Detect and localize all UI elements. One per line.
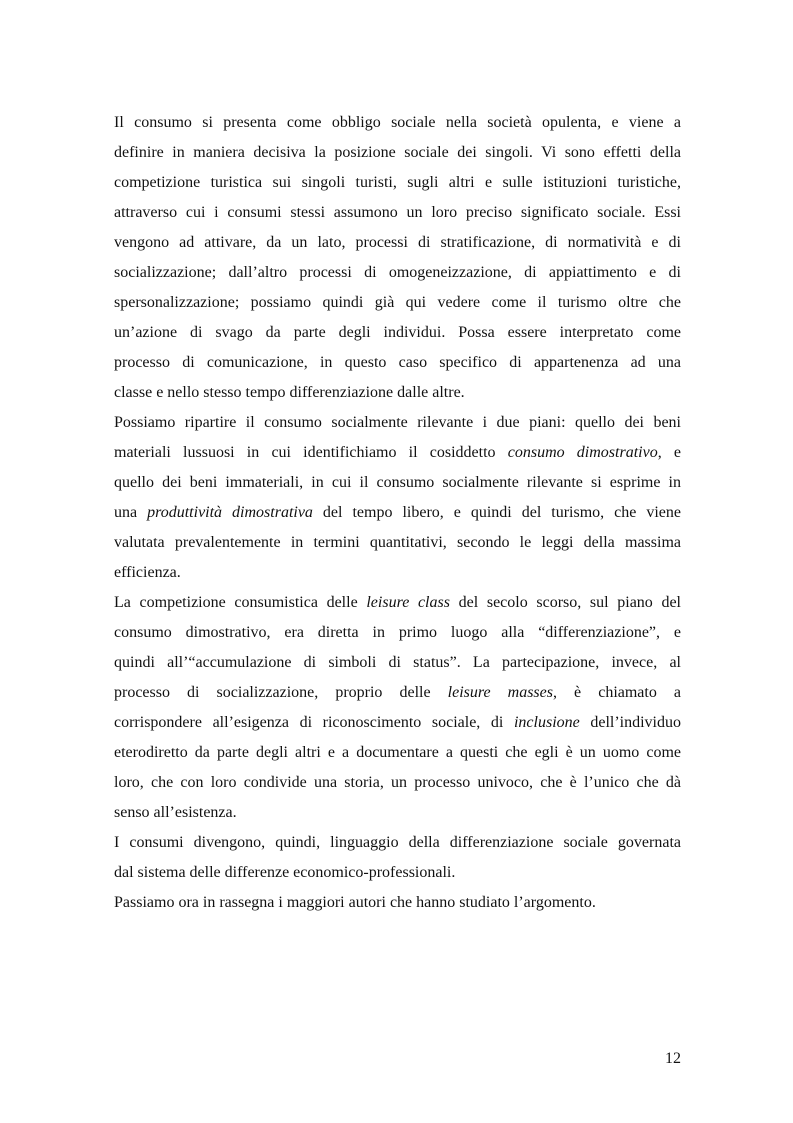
italic-term: inclusione xyxy=(513,714,580,731)
paragraph xyxy=(114,108,681,408)
text-segment: classe e nello stesso tempo differenziazione dalle altre. xyxy=(114,384,465,401)
text-segment: loro, che con loro condivide una storia, un processo univoco, che è l’unico che dà xyxy=(114,774,681,791)
text-segment: processo di socializzazione, proprio delle xyxy=(114,684,448,701)
text-line xyxy=(114,318,681,348)
text-segment: del tempo libero, e quindi del turismo, che viene xyxy=(312,504,681,521)
text-line xyxy=(114,858,681,888)
text-segment: efficienza. xyxy=(114,564,181,581)
text-segment: , è chiamato a xyxy=(553,684,682,701)
text-line xyxy=(114,768,681,798)
text-line xyxy=(114,618,681,648)
text-segment: corrispondere all’esigenza di riconoscimento sociale, di xyxy=(114,714,514,731)
text-line xyxy=(114,438,681,468)
text-segment: quindi all’“accumulazione di simboli di status”. La partecipazione, invece, al xyxy=(114,654,681,671)
text-line xyxy=(114,588,681,618)
paragraph xyxy=(114,588,681,828)
text-segment: processo di comunicazione, in questo caso specifico di appartenenza ad una xyxy=(114,354,681,371)
text-line xyxy=(114,198,681,228)
text-line xyxy=(114,168,681,198)
text-line xyxy=(114,228,681,258)
text-segment: una xyxy=(114,504,148,521)
text-line xyxy=(114,108,681,138)
text-line xyxy=(114,828,681,858)
text-line xyxy=(114,138,681,168)
text-segment: spersonalizzazione; possiamo quindi già qui vedere come il turismo oltre che xyxy=(114,294,681,311)
paragraph xyxy=(114,888,681,918)
text-segment: definire in maniera decisiva la posizione sociale dei singoli. Vi sono effetti della xyxy=(114,144,681,161)
text-line xyxy=(114,888,681,918)
text-line xyxy=(114,408,681,438)
text-segment: valutata prevalentemente in termini quantitativi, secondo le leggi della massima xyxy=(114,534,681,551)
text-line xyxy=(114,738,681,768)
text-segment: Possiamo ripartire il consumo socialmente rilevante i due piani: quello dei beni xyxy=(114,414,681,431)
text-segment: dell’individuo xyxy=(579,714,681,731)
text-line xyxy=(114,498,681,528)
text-segment: socializzazione; dall’altro processi di omogeneizzazione, di appiattimento e di xyxy=(114,264,681,281)
text-segment: eterodiretto da parte degli altri e a documentare a questi che egli è un uomo come xyxy=(114,744,681,761)
text-segment: dal sistema delle differenze economico-professionali. xyxy=(114,864,456,881)
text-line xyxy=(114,348,681,378)
paragraph xyxy=(114,408,681,588)
text-line xyxy=(114,798,681,828)
paragraph xyxy=(114,828,681,888)
text-line xyxy=(114,708,681,738)
text-segment: quello dei beni immateriali, in cui il consumo socialmente rilevante si esprime in xyxy=(114,474,681,491)
text-segment: attraverso cui i consumi stessi assumono un loro preciso significato sociale. Essi xyxy=(114,204,681,221)
text-segment: Passiamo ora in rassegna i maggiori autori che hanno studiato l’argomento. xyxy=(114,894,596,911)
text-segment: I consumi divengono, quindi, linguaggio della differenziazione sociale governata xyxy=(114,834,681,851)
italic-term: produttività dimostrativa xyxy=(147,504,313,521)
text-line xyxy=(114,678,681,708)
italic-term: leisure masses xyxy=(447,684,553,701)
text-segment: un’azione di svago da parte degli individui. Possa essere interpretato come xyxy=(114,324,681,341)
text-segment: competizione turistica sui singoli turisti, sugli altri e sulle istituzioni turistiche, xyxy=(114,174,681,191)
text-line xyxy=(114,558,681,588)
text-segment: materiali lussuosi in cui identifichiamo il cosiddetto xyxy=(114,444,508,461)
text-line xyxy=(114,378,681,408)
text-segment: del secolo scorso, sul piano del xyxy=(449,594,682,611)
italic-term: leisure class xyxy=(366,594,450,611)
body-text xyxy=(114,108,681,918)
text-line xyxy=(114,468,681,498)
text-segment: vengono ad attivare, da un lato, processi di stratificazione, di normatività e di xyxy=(114,234,681,251)
text-segment: , e xyxy=(657,444,681,461)
text-segment: consumo dimostrativo, era diretta in primo luogo alla “differenziazione”, e xyxy=(114,624,681,641)
italic-term: consumo dimostrativo xyxy=(507,444,658,461)
text-segment: La competizione consumistica delle xyxy=(114,594,367,611)
page-number: 12 xyxy=(665,1050,681,1067)
text-segment: Il consumo si presenta come obbligo sociale nella società opulenta, e viene a xyxy=(114,114,681,131)
text-line xyxy=(114,648,681,678)
text-line xyxy=(114,288,681,318)
text-segment: senso all’esistenza. xyxy=(114,804,237,821)
text-line xyxy=(114,258,681,288)
text-line xyxy=(114,528,681,558)
